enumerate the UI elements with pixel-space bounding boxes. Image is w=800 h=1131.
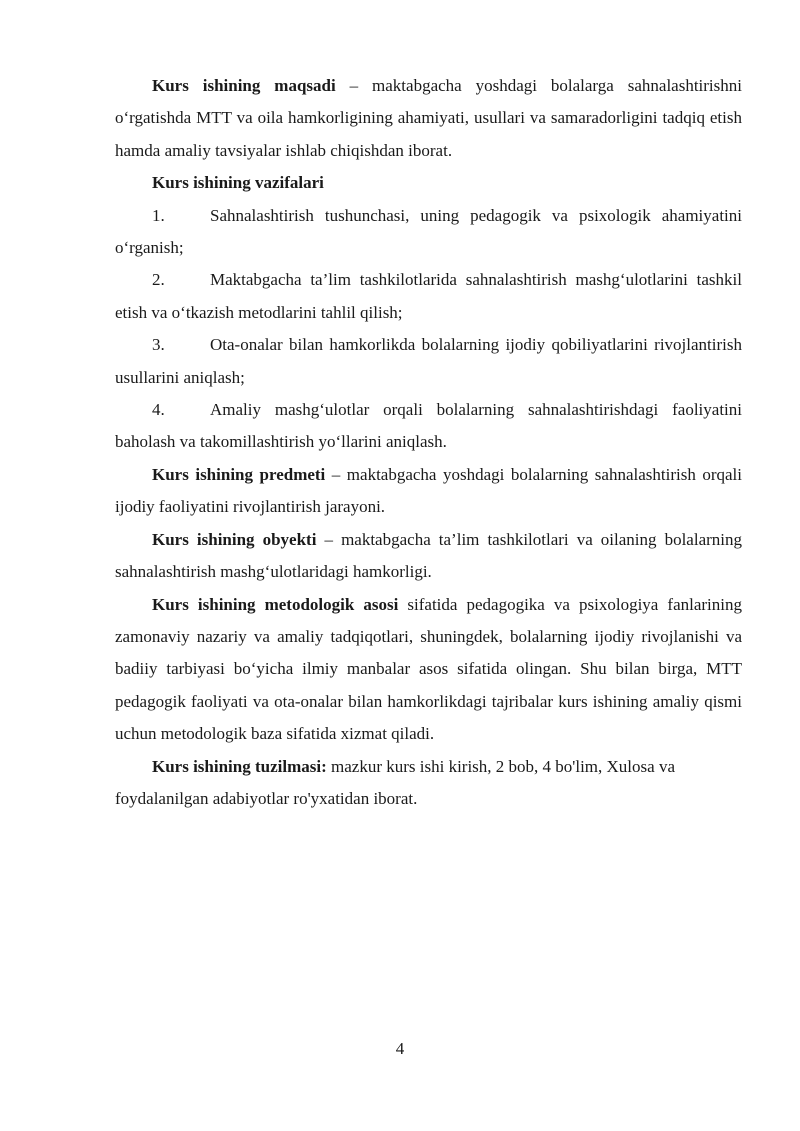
goal-label: Kurs ishining maqsadi [152,76,336,95]
task-item [115,394,742,459]
methodology-label: Kurs ishining metodologik asosi [152,594,399,614]
methodology-text: sifatida pedagogika va psixologiya fanlarining zamonaviy nazariy va amaliy tadqiqotlari, shuningdek, bolalarning ijodiy rivojlanishi va badiiy tarbiyasi bo‘yicha ilmiy manbalar asos sifatida olingan. Shu bilan birga, MTT pedagogik faoliyati va ota-onalar bilan hamkorlikdagi tajribalar kurs ishining amaliy qismi uchun metodologik baza sifatida xizmat qiladi. [115,594,742,744]
structure-paragraph [115,751,742,816]
task-text: Maktabgacha ta’lim tashkilotlarida sahnalashtirish mashg‘ulotlarini tashkil etish va o‘tkazish metodlarini tahlil qilish; [115,270,742,322]
tasks-heading: Kurs ishining vazifalari [152,173,324,193]
subject-label: Kurs ishining predmeti [152,464,326,484]
page-number: 4 [395,1039,405,1058]
task-number: 2. [152,270,165,290]
goal-text: – maktabgacha yoshdagi bolalarga sahnalashtirishni o‘rgatishda MTT va oila hamkorligining ahamiyati, usullari va samaradorligini tadqiq etish hamda amaliy tavsiyalar ishlab chiqishdan iborat. [115,76,742,160]
object-text: – maktabgacha ta’lim tashkilotlari va oilaning bolalarning sahnalashtirish mashg‘ulotlaridagi hamkorligi. [115,529,743,582]
structure-text: mazkur kurs ishi kirish, 2 bob, 4 bo'lim, Xulosa va foydalanilgan adabiyotlar ro'yxatidan iborat. [115,756,675,808]
object-paragraph [115,524,742,589]
goal-paragraph [115,70,742,167]
task-text: Amaliy mashg‘ulotlar orqali bolalarning sahnalashtirishdagi faoliyatini baholash va takomillashtirish yo‘llarini aniqlash. [115,400,742,452]
task-item [115,264,742,329]
task-text: Sahnalashtirish tushunchasi, uning pedagogik va psixologik ahamiyatini o‘rganish; [115,205,742,258]
subject-text: – maktabgacha yoshdagi bolalarning sahnalashtirish orqali ijodiy faoliyatini rivojlantirish jarayoni. [115,464,743,517]
methodology-paragraph [115,589,742,751]
object-label: Kurs ishining obyekti [152,529,317,549]
subject-paragraph [115,459,742,524]
task-number: 1. [152,205,165,225]
task-item [115,200,742,265]
document-page [115,70,742,815]
task-item [115,329,742,394]
task-number: 4. [152,400,165,420]
task-number: 3. [152,335,165,355]
task-text: Ota-onalar bilan hamkorlikda bolalarning ijodiy qobiliyatlarini rivojlantirish usullarini aniqlash; [115,335,742,387]
structure-label: Kurs ishining tuzilmasi: [152,756,327,776]
